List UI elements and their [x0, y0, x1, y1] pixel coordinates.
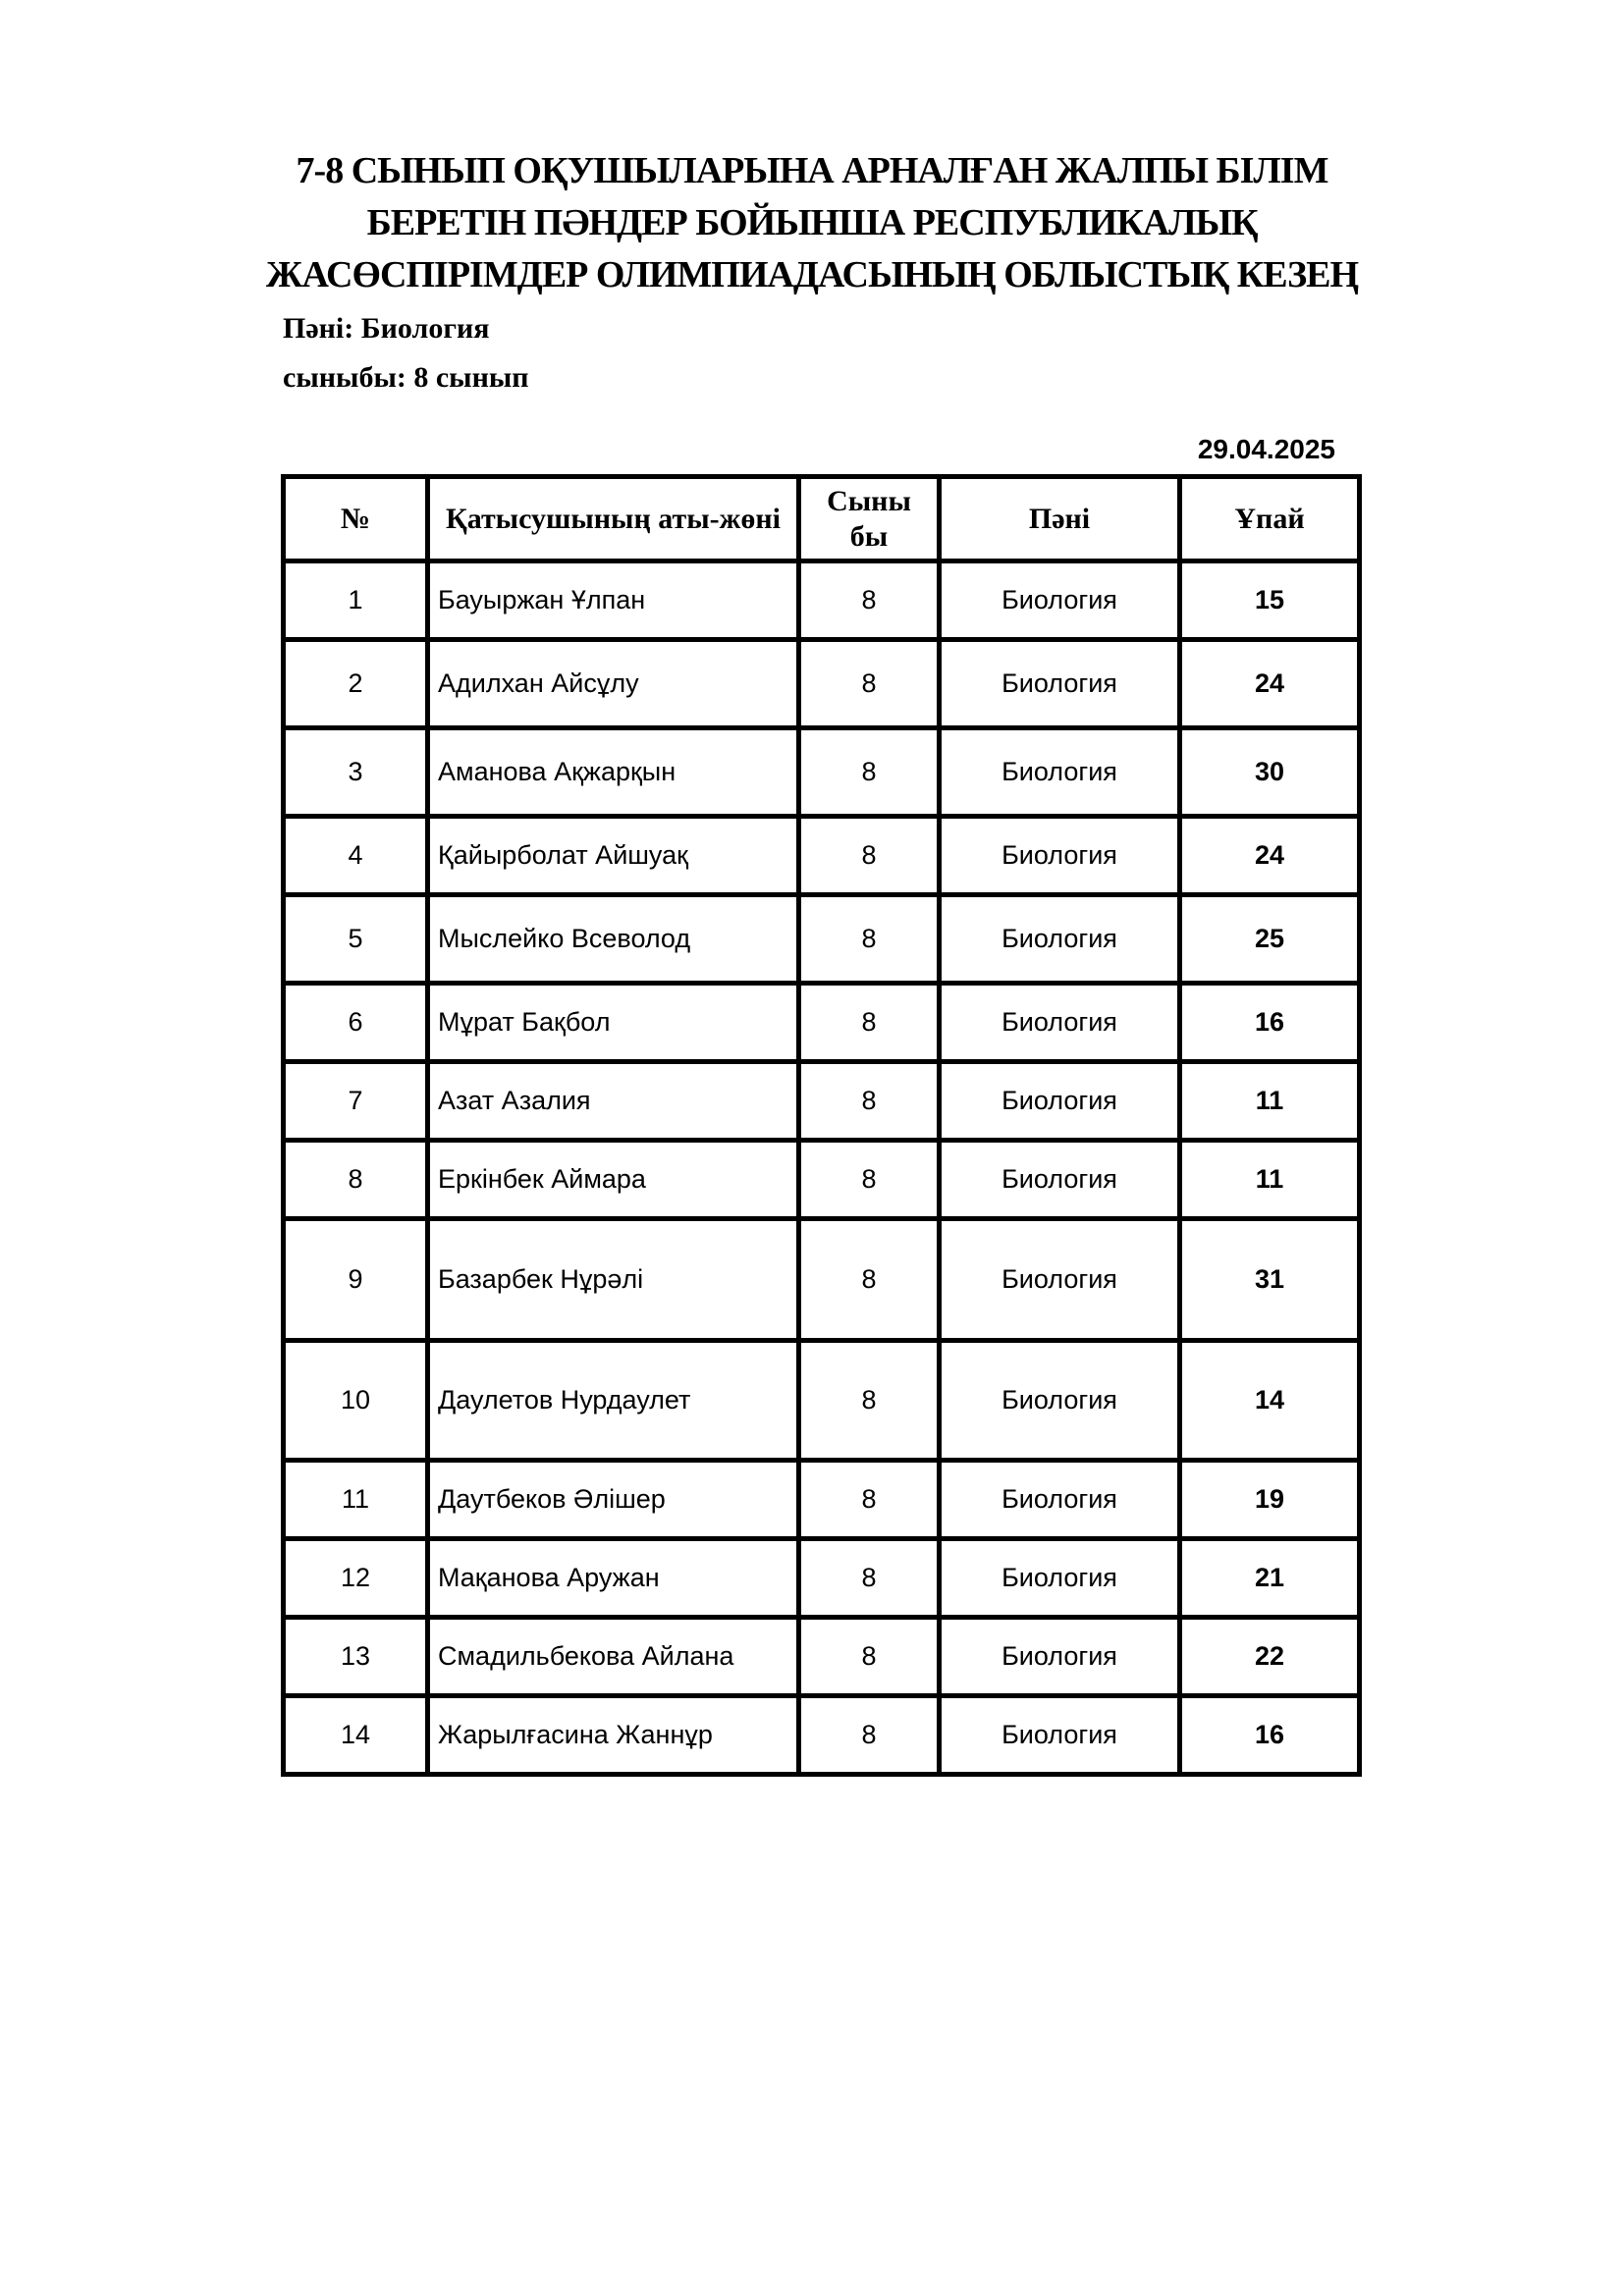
title-line-3: ЖАСӨСПІРІМДЕР ОЛИМПИАДАСЫНЫҢ ОБЛЫСТЫҚ КЕЗЕҢ [265, 254, 1359, 295]
cell-grade: 8 [799, 1341, 940, 1461]
subject-label: Пәні: Биология [283, 312, 490, 345]
cell-subject: Биология [940, 1341, 1180, 1461]
cell-subject: Биология [940, 1461, 1180, 1539]
cell-subject: Биология [940, 1696, 1180, 1775]
cell-number: 7 [284, 1062, 428, 1141]
cell-grade: 8 [799, 895, 940, 984]
cell-number: 4 [284, 817, 428, 895]
cell-subject: Биология [940, 1539, 1180, 1618]
class-label: сыныбы: 8 сынып [283, 361, 529, 394]
results-table-body [284, 561, 1360, 1775]
column-header-participant-name: Қатысушының аты-жөні [428, 477, 799, 561]
cell-participant-name: Мұрат Бақбол [428, 984, 799, 1062]
cell-grade: 8 [799, 984, 940, 1062]
table-row [284, 1696, 1360, 1775]
column-header-score: Ұпай [1180, 477, 1360, 561]
cell-participant-name: Адилхан Айсұлу [428, 640, 799, 728]
column-header-grade-label: Сыныбы [827, 484, 911, 553]
cell-number: 12 [284, 1539, 428, 1618]
column-header-subject: Пәні [940, 477, 1180, 561]
table-row [284, 817, 1360, 895]
cell-number: 11 [284, 1461, 428, 1539]
cell-participant-name: Даутбеков Әлішер [428, 1461, 799, 1539]
table-row [284, 640, 1360, 728]
table-row [284, 1618, 1360, 1696]
cell-grade: 8 [799, 1461, 940, 1539]
cell-subject: Биология [940, 895, 1180, 984]
cell-number: 1 [284, 561, 428, 640]
cell-number: 8 [284, 1141, 428, 1219]
cell-number: 6 [284, 984, 428, 1062]
cell-participant-name: Еркінбек Аймара [428, 1141, 799, 1219]
cell-score: 14 [1180, 1341, 1360, 1461]
column-header-number: № [284, 477, 428, 561]
cell-participant-name: Азат Азалия [428, 1062, 799, 1141]
table-row [284, 1461, 1360, 1539]
results-table-header [284, 477, 1360, 561]
cell-participant-name: Базарбек Нұрәлі [428, 1219, 799, 1341]
cell-subject: Биология [940, 728, 1180, 817]
cell-score: 16 [1180, 984, 1360, 1062]
title-line-2: БЕРЕТІН ПӘНДЕР БОЙЫНША РЕСПУБЛИКАЛЫҚ [366, 202, 1258, 243]
cell-subject: Биология [940, 1618, 1180, 1696]
cell-number: 10 [284, 1341, 428, 1461]
cell-grade: 8 [799, 1219, 940, 1341]
cell-subject: Биология [940, 817, 1180, 895]
cell-grade: 8 [799, 1696, 940, 1775]
cell-grade: 8 [799, 561, 940, 640]
cell-score: 31 [1180, 1219, 1360, 1341]
cell-number: 14 [284, 1696, 428, 1775]
cell-subject: Биология [940, 1062, 1180, 1141]
cell-grade: 8 [799, 640, 940, 728]
cell-number: 5 [284, 895, 428, 984]
cell-grade: 8 [799, 728, 940, 817]
cell-subject: Биология [940, 561, 1180, 640]
results-table [281, 474, 1362, 1777]
document-date: 29.04.2025 [1197, 434, 1335, 464]
cell-grade: 8 [799, 1539, 940, 1618]
title-line-1: 7-8 СЫНЫП ОҚУШЫЛАРЫНА АРНАЛҒАН ЖАЛПЫ БІЛІМ [296, 150, 1328, 191]
cell-participant-name: Смадильбекова Айлана [428, 1618, 799, 1696]
cell-number: 13 [284, 1618, 428, 1696]
cell-participant-name: Жарылғасина Жаннұр [428, 1696, 799, 1775]
document-title [0, 145, 1624, 301]
table-row [284, 1219, 1360, 1341]
table-row [284, 1341, 1360, 1461]
cell-score: 22 [1180, 1618, 1360, 1696]
cell-participant-name: Қайырболат Айшуақ [428, 817, 799, 895]
column-header-grade [799, 477, 940, 561]
cell-number: 9 [284, 1219, 428, 1341]
cell-score: 30 [1180, 728, 1360, 817]
cell-score: 21 [1180, 1539, 1360, 1618]
cell-participant-name: Мыслейко Всеволод [428, 895, 799, 984]
cell-grade: 8 [799, 1141, 940, 1219]
table-row [284, 984, 1360, 1062]
cell-score: 24 [1180, 817, 1360, 895]
cell-grade: 8 [799, 1062, 940, 1141]
table-row [284, 728, 1360, 817]
cell-score: 25 [1180, 895, 1360, 984]
table-row [284, 1062, 1360, 1141]
cell-participant-name: Мақанова Аружан [428, 1539, 799, 1618]
cell-score: 11 [1180, 1062, 1360, 1141]
cell-participant-name: Бауыржан Ұлпан [428, 561, 799, 640]
cell-subject: Биология [940, 1141, 1180, 1219]
cell-score: 19 [1180, 1461, 1360, 1539]
cell-number: 3 [284, 728, 428, 817]
cell-subject: Биология [940, 640, 1180, 728]
header-row [284, 477, 1360, 561]
cell-score: 24 [1180, 640, 1360, 728]
table-row [284, 1141, 1360, 1219]
table-row [284, 895, 1360, 984]
cell-grade: 8 [799, 817, 940, 895]
cell-participant-name: Даулетов Нурдаулет [428, 1341, 799, 1461]
cell-score: 11 [1180, 1141, 1360, 1219]
cell-subject: Биология [940, 1219, 1180, 1341]
table-row [284, 1539, 1360, 1618]
cell-participant-name: Аманова Ақжарқын [428, 728, 799, 817]
cell-subject: Биология [940, 984, 1180, 1062]
cell-score: 15 [1180, 561, 1360, 640]
cell-score: 16 [1180, 1696, 1360, 1775]
cell-number: 2 [284, 640, 428, 728]
cell-grade: 8 [799, 1618, 940, 1696]
table-row [284, 561, 1360, 640]
